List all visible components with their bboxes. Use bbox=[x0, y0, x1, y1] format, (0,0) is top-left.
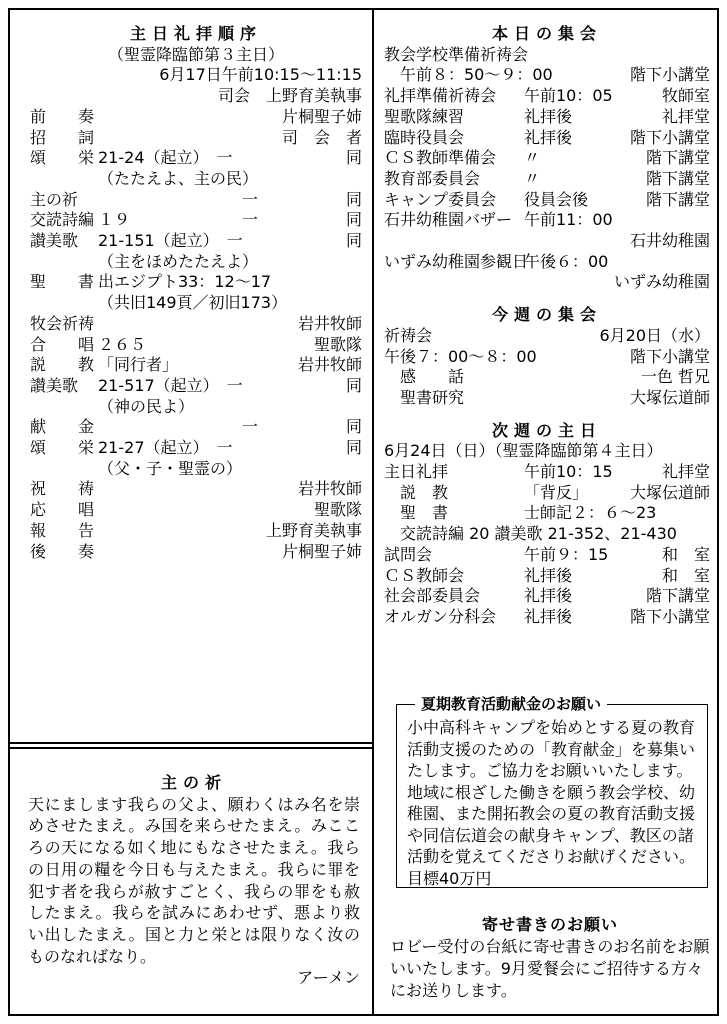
next-line bbox=[384, 524, 710, 545]
next-line bbox=[384, 586, 710, 607]
next-item: 交読詩編 20 讃美歌 21-352、21-430 bbox=[384, 524, 677, 544]
order-label: 報 告 bbox=[30, 520, 95, 540]
order-person: 岩井牧師 bbox=[297, 313, 362, 333]
order-label bbox=[30, 252, 98, 273]
today-place: いずみ幼稚園 bbox=[613, 272, 710, 292]
order-label: 招 詞 bbox=[30, 127, 95, 147]
order-person: 同 bbox=[345, 438, 362, 458]
order-row bbox=[30, 500, 362, 521]
lords-prayer bbox=[28, 772, 360, 989]
order-row bbox=[30, 190, 362, 211]
today-item: 石井幼稚園バザー bbox=[384, 210, 513, 230]
order-detail: １９ 一 bbox=[98, 210, 259, 230]
today-item bbox=[384, 272, 614, 293]
today-line bbox=[384, 45, 710, 66]
next-line bbox=[384, 607, 710, 628]
order-label: 交読詩編 bbox=[30, 210, 95, 230]
order-row bbox=[30, 252, 362, 273]
bulletin-page bbox=[8, 8, 719, 1016]
next-meetings bbox=[384, 462, 710, 628]
order-person: 聖歌隊 bbox=[313, 500, 362, 520]
today-item bbox=[384, 231, 630, 252]
order-row bbox=[30, 542, 362, 563]
week-meetings bbox=[384, 326, 710, 409]
order-row bbox=[30, 335, 362, 356]
today-line bbox=[384, 190, 710, 211]
today-line bbox=[384, 272, 710, 293]
week-place: 階下小講堂 bbox=[629, 346, 710, 366]
today-place: 階下講堂 bbox=[645, 148, 710, 168]
today-item: キャンプ委員会 bbox=[384, 189, 497, 209]
today-line bbox=[384, 231, 710, 252]
order-subtitle: （聖霊降臨節第３主日） bbox=[107, 44, 284, 64]
next-item: 主日礼拝 bbox=[384, 462, 449, 482]
week-item: 感 話 bbox=[384, 367, 465, 387]
order-label: 頌 栄 bbox=[30, 148, 95, 168]
order-detail: 21-151（起立） 一 bbox=[98, 231, 243, 251]
order-datetime: 6月17日午前10:15～11:15 bbox=[159, 65, 362, 85]
week-title: 今週の集会 bbox=[491, 305, 602, 325]
prayer-title: 主の祈 bbox=[160, 773, 227, 792]
order-label: 主の祈 bbox=[30, 189, 79, 209]
order-label: 献 金 bbox=[30, 417, 95, 437]
next-item: オルガン分科会 bbox=[384, 606, 497, 626]
order-label: 説 教 bbox=[30, 355, 95, 375]
order-label bbox=[30, 397, 98, 418]
next-item: 説 教 bbox=[384, 482, 449, 502]
next-line bbox=[384, 566, 710, 587]
week-item: 祈祷会 bbox=[384, 325, 433, 345]
today-item: 教育部委員会 bbox=[384, 168, 481, 188]
next-time: 「背反」 bbox=[524, 482, 589, 502]
notice-box bbox=[396, 695, 708, 888]
today-line bbox=[384, 210, 710, 231]
order-person: 同 bbox=[345, 148, 362, 168]
today-time: 午後６：00 bbox=[524, 251, 609, 271]
next-time: 午前10：15 bbox=[524, 462, 613, 482]
next-line bbox=[384, 503, 710, 524]
today-line bbox=[384, 65, 710, 86]
today-time: 〃 bbox=[524, 168, 541, 188]
next-line bbox=[384, 462, 710, 483]
week-line bbox=[384, 347, 710, 368]
today-time: 礼拝後 bbox=[524, 127, 573, 147]
order-row bbox=[30, 107, 362, 128]
order-person: 同 bbox=[345, 189, 362, 209]
order-label bbox=[30, 459, 98, 480]
request-section bbox=[390, 914, 710, 1002]
today-line bbox=[384, 252, 710, 273]
order-row bbox=[30, 479, 362, 500]
week-line bbox=[384, 326, 710, 347]
today-place: 階下講堂 bbox=[645, 168, 710, 188]
next-time: 午前９：15 bbox=[524, 544, 609, 564]
order-row bbox=[30, 397, 362, 418]
order-detail: 「同行者」 bbox=[98, 355, 179, 375]
request-title: 寄せ書きのお願い bbox=[481, 915, 618, 934]
order-label: 祝 祷 bbox=[30, 479, 95, 499]
order-label: 聖 書 bbox=[30, 272, 95, 292]
notice-title: 夏期教育活動献金のお願い bbox=[415, 694, 607, 716]
order-person: 同 bbox=[345, 375, 362, 395]
order-person: 片桐聖子姉 bbox=[281, 541, 362, 561]
meetings-column bbox=[384, 24, 710, 628]
section-divider bbox=[10, 742, 372, 744]
today-time: 礼拝後 bbox=[524, 106, 573, 126]
today-meetings bbox=[384, 45, 710, 293]
order-detail: 21-517（起立） 一 bbox=[98, 375, 243, 395]
today-item: 教会学校準備祈祷会 bbox=[384, 44, 529, 64]
order-detail: （神の民よ） bbox=[98, 396, 195, 416]
order-person: 岩井牧師 bbox=[297, 479, 362, 499]
next-date: 6月24日（日）（聖霊降臨節第４主日） bbox=[384, 441, 663, 461]
next-place: 階下小講堂 bbox=[629, 606, 710, 626]
order-row bbox=[30, 376, 362, 397]
order-row bbox=[30, 521, 362, 542]
order-row bbox=[30, 355, 362, 376]
order-detail bbox=[98, 107, 282, 128]
order-row bbox=[30, 314, 362, 335]
next-place: 大塚伝道師 bbox=[629, 482, 710, 502]
next-title: 次週の主日 bbox=[491, 420, 602, 440]
order-row bbox=[30, 210, 362, 231]
next-place: 礼拝堂 bbox=[661, 462, 710, 482]
today-title: 本日の集会 bbox=[491, 24, 602, 43]
order-row bbox=[30, 293, 362, 314]
order-label: 応 唱 bbox=[30, 500, 95, 520]
today-line bbox=[384, 169, 710, 190]
order-items bbox=[30, 107, 362, 562]
next-item: 聖 書 bbox=[384, 503, 449, 523]
next-item: 試問会 bbox=[384, 544, 433, 564]
order-label: 讃美歌 bbox=[30, 231, 79, 251]
today-time: 〃 bbox=[524, 148, 541, 168]
order-label bbox=[30, 169, 98, 190]
today-place: 牧師室 bbox=[661, 86, 710, 106]
today-place: 石井幼稚園 bbox=[629, 231, 710, 251]
section-divider-2 bbox=[10, 747, 372, 749]
week-line bbox=[384, 388, 710, 409]
order-host: 司会 上野育美執事 bbox=[217, 86, 362, 106]
order-detail bbox=[98, 542, 282, 563]
today-item: ＣＳ教師準備会 bbox=[384, 148, 497, 168]
order-detail: 出エジプト33：12～17 bbox=[98, 272, 272, 292]
week-item: 午後７：00～８：00 bbox=[384, 346, 537, 366]
order-label: 前 奏 bbox=[30, 106, 95, 126]
column-divider bbox=[372, 10, 374, 1014]
next-item: ＣＳ教師会 bbox=[384, 565, 465, 585]
order-detail: （主をほめたたえよ） bbox=[98, 251, 259, 271]
today-item: いずみ幼稚園参観日 bbox=[384, 251, 529, 271]
next-place: 階下講堂 bbox=[645, 586, 710, 606]
prayer-amen: アーメン bbox=[297, 968, 360, 988]
order-person: 同 bbox=[345, 231, 362, 251]
order-person: 聖歌隊 bbox=[313, 334, 362, 354]
order-row bbox=[30, 169, 362, 190]
next-line bbox=[384, 483, 710, 504]
week-place: 一色 哲兄 bbox=[640, 367, 710, 387]
today-place: 礼拝堂 bbox=[661, 106, 710, 126]
order-person: 同 bbox=[345, 210, 362, 230]
today-time: 午前11：00 bbox=[524, 210, 613, 230]
order-detail: （共旧149頁／初旧173） bbox=[98, 293, 288, 313]
next-item: 社会部委員会 bbox=[384, 586, 481, 606]
order-person: 岩井牧師 bbox=[297, 355, 362, 375]
today-time: 役員会後 bbox=[524, 189, 589, 209]
today-line bbox=[384, 107, 710, 128]
order-person: 片桐聖子姉 bbox=[281, 106, 362, 126]
order-detail: ２６５ bbox=[98, 334, 147, 354]
order-row bbox=[30, 148, 362, 169]
order-person: 上野育美執事 bbox=[265, 520, 362, 540]
order-detail bbox=[98, 314, 298, 335]
week-place: 大塚伝道師 bbox=[629, 387, 710, 407]
today-item: 礼拝準備祈祷会 bbox=[384, 86, 497, 106]
order-title: 主日礼拝順序 bbox=[129, 24, 262, 43]
next-time: 礼拝後 bbox=[524, 565, 573, 585]
order-detail bbox=[98, 479, 298, 500]
prayer-text: 天にまします我らの父よ、願わくはみ名を崇めさせたまえ。み国を来らせたまえ。みこころの天になる如く地にもなさせたまえ。我らの日用の糧を今日も与えたまえ。我らに罪を犯す者を我らが赦すごとく、我らの罪をも赦したまえ。我らを試みにあわせず、悪より救い出したまえ。国と力と栄とは限りなく汝のものなればなり。 bbox=[28, 794, 360, 966]
order-person: 司 会 者 bbox=[281, 127, 362, 147]
order-row bbox=[30, 272, 362, 293]
order-row bbox=[30, 128, 362, 149]
today-line bbox=[384, 86, 710, 107]
notice-text: 小中高科キャンプを始めとする夏の教育活動支援のための「教育献金」を募集いたします。ご協力をお願いいたします。地域に根ざした働きを願う教会学校、幼稚園、また開拓教会の夏の教育活動支援や同信伝道会の献身キャンプ、教区の諸活動を覚えてくださりお献げください。目標40万円 bbox=[407, 718, 696, 888]
next-place: 和 室 bbox=[661, 544, 710, 564]
today-time: 午前10：05 bbox=[524, 86, 613, 106]
next-line bbox=[384, 545, 710, 566]
request-text: ロビー受付の台紙に寄せ書きのお名前をお願いいたします。9月愛餐会にご招待する方々にお送りします。 bbox=[390, 937, 710, 1000]
today-place: 階下講堂 bbox=[645, 189, 710, 209]
today-place: 階下小講堂 bbox=[629, 127, 710, 147]
order-detail: 21-24（起立） 一 bbox=[98, 148, 233, 168]
week-place: 6月20日（水） bbox=[599, 325, 710, 345]
order-person: 同 bbox=[345, 417, 362, 437]
order-detail: 一 bbox=[98, 417, 259, 437]
order-detail bbox=[98, 521, 266, 542]
today-line bbox=[384, 128, 710, 149]
order-row bbox=[30, 438, 362, 459]
order-label: 頌 栄 bbox=[30, 438, 95, 458]
order-detail: 一 bbox=[98, 189, 259, 209]
order-detail bbox=[98, 500, 314, 521]
order-label: 後 奏 bbox=[30, 541, 95, 561]
worship-order bbox=[30, 24, 362, 562]
week-item: 聖書研究 bbox=[384, 387, 465, 407]
today-item: 臨時役員会 bbox=[384, 127, 465, 147]
next-place: 和 室 bbox=[661, 565, 710, 585]
next-time: 礼拝後 bbox=[524, 606, 573, 626]
today-item: 聖歌隊練習 bbox=[384, 106, 465, 126]
order-row bbox=[30, 459, 362, 480]
order-detail: （たたえよ、主の民） bbox=[98, 168, 259, 188]
order-detail bbox=[98, 128, 282, 149]
week-line bbox=[384, 367, 710, 388]
order-label: 合 唱 bbox=[30, 334, 95, 354]
order-detail: （父・子・聖霊の） bbox=[98, 458, 243, 478]
next-time: 士師記２：６～23 bbox=[524, 503, 657, 523]
order-label: 牧会祈祷 bbox=[30, 313, 95, 333]
order-row bbox=[30, 231, 362, 252]
order-label: 讃美歌 bbox=[30, 375, 79, 395]
today-item: 午前８：50～９：00 bbox=[384, 65, 553, 85]
order-detail: 21-27（起立） 一 bbox=[98, 438, 233, 458]
order-label bbox=[30, 293, 98, 314]
today-line bbox=[384, 148, 710, 169]
today-place: 階下小講堂 bbox=[629, 65, 710, 85]
order-row bbox=[30, 417, 362, 438]
next-time: 礼拝後 bbox=[524, 586, 573, 606]
